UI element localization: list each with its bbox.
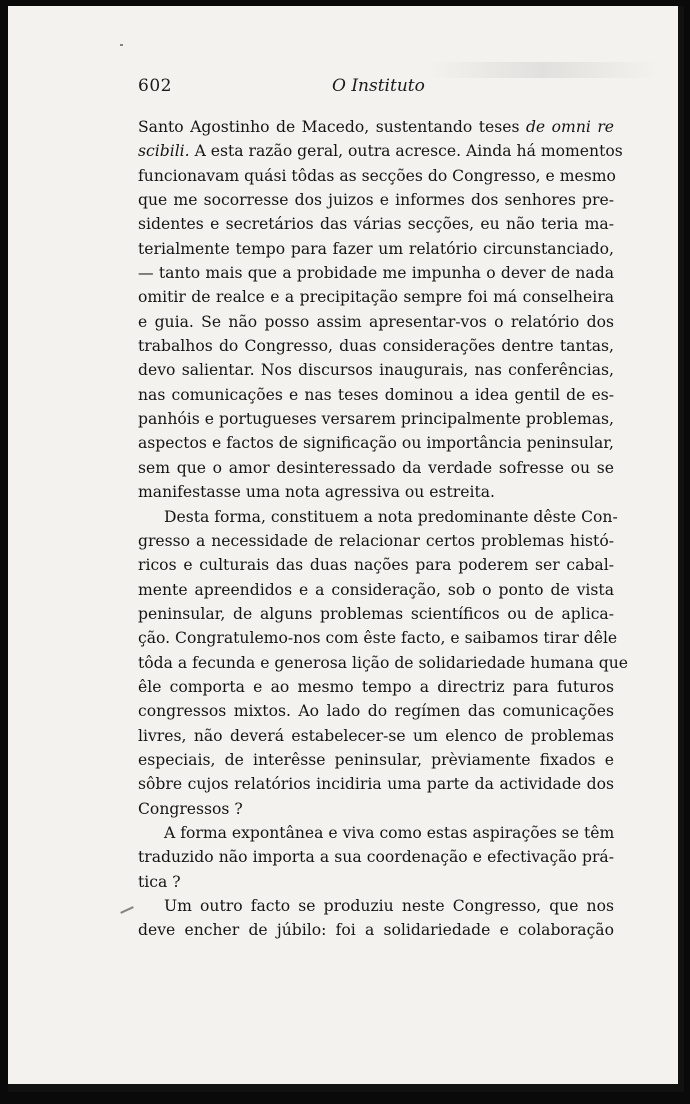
line-text: sidentes e secretários das várias secções, eu não teria ma- <box>138 215 614 234</box>
line-text: nas comunicações e nas teses dominou a idea gentil de es- <box>138 385 614 404</box>
line-text: deve encher de júbilo: foi a solidariedade e colaboração <box>138 921 614 940</box>
line-text: peninsular, de alguns problemas scientíficos ou de aplica- <box>138 604 614 623</box>
text-line <box>138 675 614 699</box>
line-text: A forma expontânea e viva como estas aspirações se têm <box>164 823 615 842</box>
text-line <box>138 480 614 504</box>
running-title: O Instituto <box>332 76 425 96</box>
line-text: mente apreendidos e a consideração, sob o ponto de vista <box>138 580 614 599</box>
text-line <box>138 724 614 748</box>
text-line <box>138 626 618 650</box>
text-line <box>138 918 614 942</box>
line-text: ricos e culturais das duas nações para poderem ser cabal- <box>138 556 614 575</box>
line-text: trabalhos do Congresso, duas considerações dentre tantas, <box>138 337 614 356</box>
text-line <box>138 553 614 577</box>
line-text: especiais, de interêsse peninsular, prèviamente fixados e <box>138 750 614 769</box>
text-line <box>138 748 614 772</box>
text-line <box>138 188 614 212</box>
line-text: tôda a fecunda e generosa lição de solidariedade humana que <box>138 653 628 672</box>
line-text: Desta forma, constituem a nota predominante dêste Con- <box>164 507 618 526</box>
line-text: manifestasse uma nota agressiva ou estreita. <box>138 483 495 502</box>
speck-mark <box>120 906 134 914</box>
line-text: panhóis e portugueses versarem principalmente problemas, <box>138 410 614 429</box>
page-number: 602 <box>138 76 172 96</box>
speck-mark <box>120 44 123 46</box>
line-text: Congressos ? <box>138 799 243 818</box>
text-line <box>138 407 614 431</box>
line-text: funcionavam quási tôdas as secções do Congresso, e mesmo <box>138 166 616 185</box>
line-text: e guia. Se não posso assim apresentar-vos o relatório dos <box>138 312 614 331</box>
line-text: Um outro facto se produziu neste Congresso, que nos <box>164 897 614 915</box>
text-line <box>138 115 614 139</box>
text-line <box>138 358 614 382</box>
text-line <box>138 285 614 309</box>
text-line <box>138 139 623 163</box>
line-text: ção. Congratulemo-nos com êste facto, e saibamos tirar dêle <box>138 629 618 648</box>
body-text <box>138 115 628 943</box>
text-line <box>138 212 614 236</box>
text-line <box>138 578 614 602</box>
text-line <box>138 529 614 553</box>
line-text: omitir de realce e a precipitação sempre foi má conselheira <box>138 288 614 307</box>
text-line <box>138 334 614 358</box>
text-line <box>138 456 614 480</box>
line-text: tica ? <box>138 872 181 891</box>
line-text: sem que o amor desinteressado da verdade sofresse ou se <box>138 458 614 477</box>
text-line <box>138 237 614 261</box>
italic-text: scibili. <box>138 142 190 161</box>
text-line <box>138 651 628 675</box>
line-text: — tanto mais que a probidade me impunha o dever de nada <box>138 264 614 283</box>
line-text: Santo Agostinho de Macedo, sustentando teses <box>138 118 526 136</box>
line-text: que me socorresse dos juizos e informes dos senhores pre- <box>138 191 614 210</box>
text-line <box>138 772 614 796</box>
line-text: A esta razão geral, outra acresce. Ainda há momentos <box>189 142 623 161</box>
line-text: livres, não deverá estabelecer-se um elenco de problemas <box>138 726 614 745</box>
text-line <box>138 164 614 188</box>
text-line <box>138 310 614 334</box>
line-text: devo salientar. Nos discursos inaugurais, nas conferências, <box>138 361 614 380</box>
text-line <box>138 261 614 285</box>
line-text: traduzido não importa a sua coordenação e efectivação prá- <box>138 848 614 867</box>
text-line <box>138 602 614 626</box>
text-line <box>138 383 614 407</box>
line-text: congressos mixtos. Ao lado do regímen das comunicações <box>138 702 614 721</box>
text-line <box>138 431 614 455</box>
text-line <box>138 894 614 918</box>
text-line <box>138 870 614 894</box>
text-line <box>138 797 614 821</box>
line-text: aspectos e factos de significação ou importância peninsular, <box>138 434 614 453</box>
line-text: sôbre cujos relatórios incidiria uma parte da actividade dos <box>138 775 614 794</box>
text-line <box>138 505 618 529</box>
line-text: terialmente tempo para fazer um relatório circunstanciado, <box>138 239 614 258</box>
line-text: êle comporta e ao mesmo tempo a directriz para futuros <box>138 677 614 696</box>
running-head <box>0 76 690 100</box>
italic-text: de omni re <box>525 118 615 136</box>
line-text: gresso a necessidade de relacionar certos problemas histó- <box>138 531 614 550</box>
text-line <box>138 699 614 723</box>
text-line <box>138 821 614 845</box>
text-line <box>138 845 614 869</box>
